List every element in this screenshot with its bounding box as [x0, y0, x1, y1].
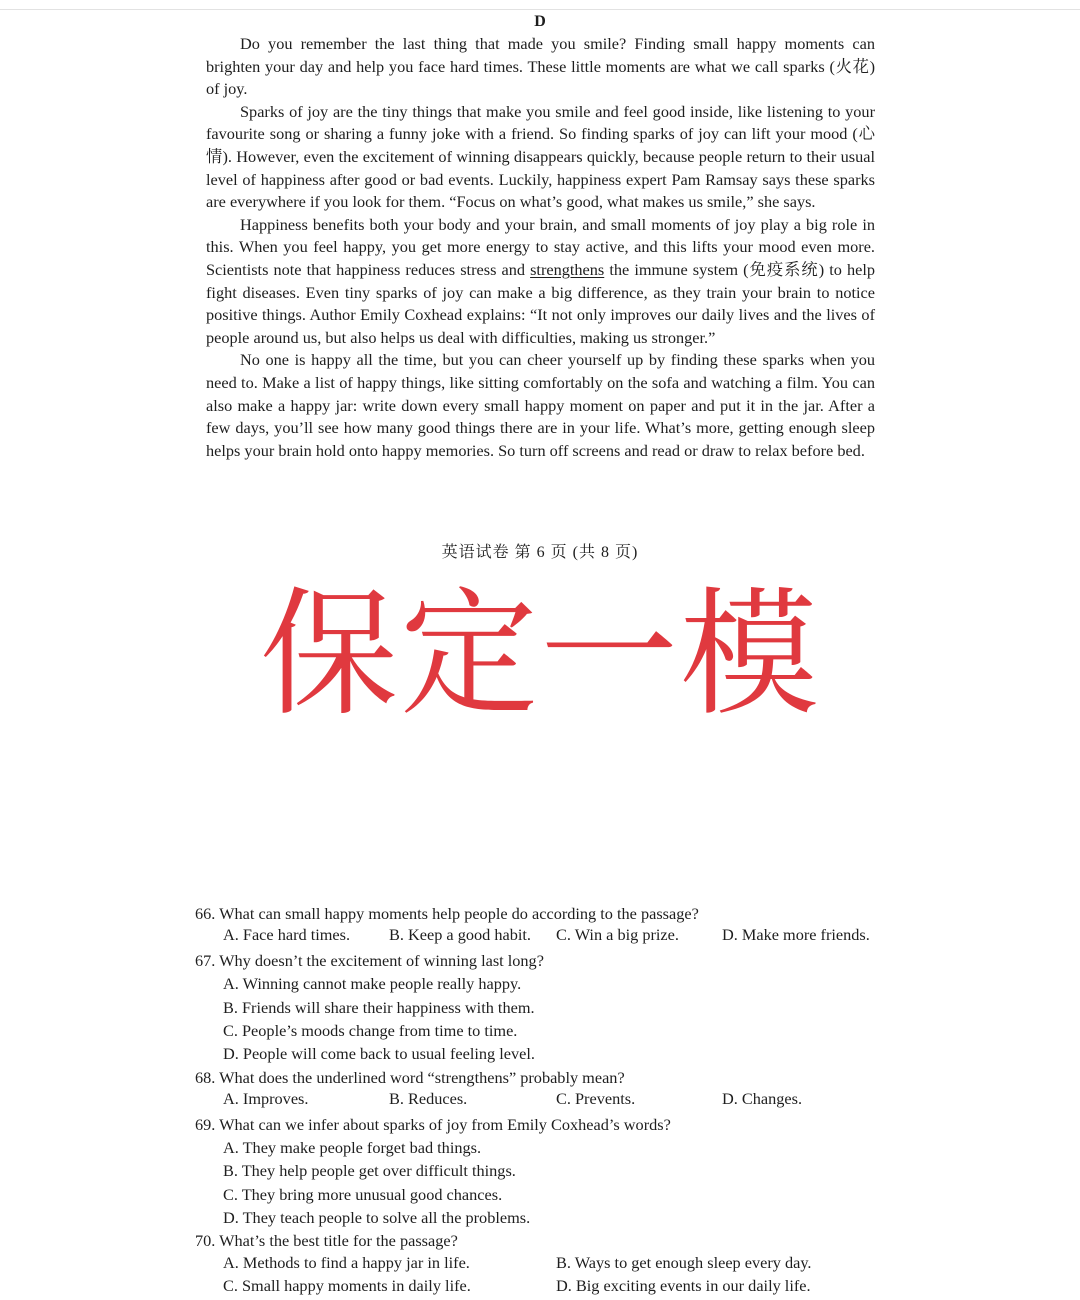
- option-70-a[interactable]: A. Methods to find a happy jar in life.: [223, 1252, 470, 1272]
- options-70-row-1: [195, 1253, 915, 1276]
- option-66-d[interactable]: D. Make more friends.: [722, 925, 870, 945]
- section-heading: D: [534, 13, 546, 30]
- options-68: [195, 1089, 915, 1112]
- option-69-c[interactable]: C. They bring more unusual good chances.: [223, 1184, 503, 1204]
- option-70-b[interactable]: B. Ways to get enough sleep every day.: [556, 1252, 812, 1272]
- underlined-word: strengthens: [530, 259, 605, 279]
- question-stem-70: 70. What’s the best title for the passage?: [195, 1231, 458, 1251]
- option-67-c[interactable]: C. People’s moods change from time to time.: [223, 1020, 518, 1040]
- passage-paragraph-3: [206, 214, 875, 350]
- option-67-a[interactable]: A. Winning cannot make people really happy.: [223, 974, 522, 994]
- options-70-row-2: [195, 1276, 915, 1299]
- paragraph-3-text-before: Happiness benefits both your body and your brain, and small moments of joy play a big role in this. When you feel happy, you get more energy to stay active, and this lifts your mood even more. Scientists note that happiness reduces stress and: [206, 214, 875, 279]
- option-67-b[interactable]: B. Friends will share their happiness with them.: [223, 997, 535, 1017]
- option-70-c[interactable]: C. Small happy moments in daily life.: [223, 1276, 471, 1296]
- options-66: [195, 925, 915, 948]
- option-69-b[interactable]: B. They help people get over difficult things.: [223, 1161, 516, 1181]
- option-69-a[interactable]: A. They make people forget bad things.: [223, 1137, 482, 1157]
- option-70-d[interactable]: D. Big exciting events in our daily life.: [556, 1276, 811, 1296]
- passage-paragraph-4: No one is happy all the time, but you can cheer yourself up by finding these sparks when you need to. Make a list of happy things, like sitting comfortably on the sofa and watching a film. You can also make a happy jar: write down every small happy moment on paper and put it in the jar. After a few days, you’ll see how many good things there are in your life. What’s more, getting enough sleep helps your brain hold onto happy memories. So turn off screens and read or draw to relax before bed.: [206, 350, 875, 460]
- option-68-a[interactable]: A. Improves.: [223, 1089, 309, 1109]
- page-footer: 英语试卷 第 6 页 (共 8 页): [441, 544, 639, 561]
- question-list: [195, 902, 915, 1300]
- option-66-b[interactable]: B. Keep a good habit.: [389, 925, 531, 945]
- option-67-d[interactable]: D. People will come back to usual feeling level.: [223, 1044, 535, 1064]
- option-68-d[interactable]: D. Changes.: [722, 1089, 803, 1109]
- question-stem-68: 68. What does the underlined word “strengthens” probably mean?: [195, 1067, 625, 1087]
- option-69-d[interactable]: D. They teach people to solve all the problems.: [223, 1208, 531, 1228]
- reading-passage: [206, 33, 875, 462]
- question-stem-69: 69. What can we infer about sparks of joy from Emily Coxhead’s words?: [195, 1114, 671, 1134]
- option-68-b[interactable]: B. Reduces.: [389, 1089, 468, 1109]
- question-stem-67: 67. Why doesn’t the excitement of winning last long?: [195, 950, 544, 970]
- paragraph-3-text-after: the immune system (免疫系统) to help fight diseases. Even tiny sparks of joy can make a big difference, as they train your brain to notice positive things. Author Emily Coxhead explains: “It not only improves our daily lives and the lives of people around us, but also helps us deal with difficulties, making us stronger.”: [206, 259, 876, 347]
- exam-stamp-watermark: 保定一模: [259, 574, 820, 735]
- top-divider: [0, 9, 1080, 10]
- passage-paragraph-2: Sparks of joy are the tiny things that make you smile and feel good inside, like listening to your favourite song or sharing a funny joke with a friend. So finding sparks of joy can lift your mood (心情). However, even the excitement of winning disappears quickly, because people return to their usual level of happiness after good or bad events. Luckily, happiness expert Pam Ramsay says these sparks are everywhere if you look for them. “Focus on what’s good, what makes us smile,” she says.: [206, 101, 875, 212]
- passage-paragraph-1: Do you remember the last thing that made you smile? Finding small happy moments can brighten your day and help you face hard times. These little moments are what we call sparks (火花) of joy.: [206, 34, 875, 99]
- question-stem-66: 66. What can small happy moments help people do according to the passage?: [195, 904, 699, 923]
- option-66-c[interactable]: C. Win a big prize.: [556, 925, 679, 945]
- option-68-c[interactable]: C. Prevents.: [556, 1089, 636, 1109]
- option-66-a[interactable]: A. Face hard times.: [223, 925, 351, 945]
